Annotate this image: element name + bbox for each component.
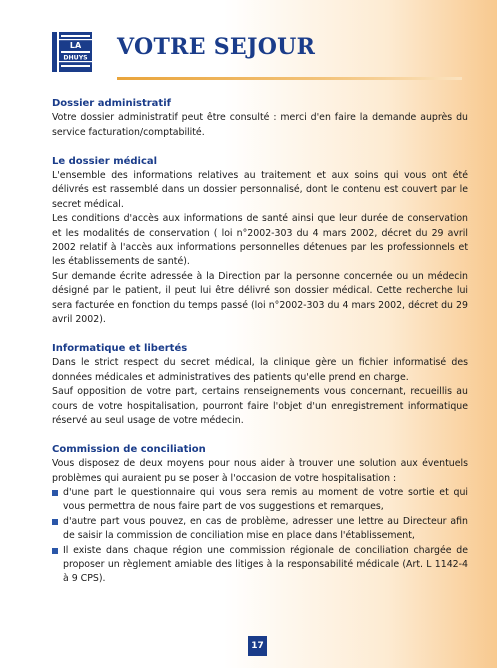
svg-text:LA: LA [69,41,82,50]
bullet-text: Il existe dans chaque région une commission régionale de conciliation chargée de proposer un règlement amiable des litiges à la responsabilité médicale (Art. L 1142-4 à 9 CPS). [63,544,468,585]
section-paragraph: Votre dossier administratif peut être consulté : merci d'en faire la demande auprès du service facturation/comptabilité. [52,112,468,138]
bullet-item [52,486,468,515]
section-heading: Dossier administratif [52,98,171,109]
title-underline [117,77,462,80]
bullet-item [52,515,468,544]
section-paragraph: Les conditions d'accès aux informations de santé ainsi que leur durée de conservation et les modalités de conservation ( loi n°2002-303 du 4 mars 2002, décret du 29 avril 2002 relatif à l'accès aux informations personnelles détenues par les professionnels et les établissements de santé). [52,213,468,268]
bullet-text: d'une part le questionnaire qui vous sera remis au moment de votre sortie et qui vous permettra de nous faire part de vos suggestions et remarques, [63,486,468,513]
section-heading: Le dossier médical [52,155,158,167]
page-number: 17 [248,636,267,656]
section-paragraph: Sauf opposition de votre part, certains renseignements vous concernant, recueillis au cours de votre hospitalisation, pourront faire l'objet d'un enregistrement informatique réservé au seul usage de votre médecin. [52,386,468,426]
clinic-logo-icon [50,29,94,75]
svg-text:DHUYS: DHUYS [63,54,88,62]
section-paragraph: Dans le strict respect du secret médical, la clinique gère un fichier informatisé des données médicales et administratives des patients qu'elle prend en charge. [52,357,468,383]
section-paragraph: Sur demande écrite adressée à la Direction par la personne concernée ou un médecin désigné par le patient, il peut lui être délivré son dossier médical. Cette recherche lui sera facturée en fonction du temps passé (loi n°2002-303 du 4 mars 2002, décret du 29 avril 2002). [52,270,468,326]
section-informatique-libertes [52,342,468,428]
content-body [52,97,468,601]
section-heading: Informatique et libertés [52,342,188,354]
section-commission-conciliation [52,443,468,587]
section-paragraph: Vous disposez de deux moyens pour nous aider à trouver une solution aux éventuels problèmes qui auraient pu se poser à l'occasion de votre hospitalisation : [52,458,468,484]
square-bullet-icon [52,548,58,554]
section-heading: Commission de conciliation [52,443,206,455]
page-title: VOTRE SEJOUR [117,34,316,60]
section-dossier-medical [52,155,468,328]
bullet-text: d'autre part vous pouvez, en cas de problème, adresser une lettre au Directeur afin de saisir la commission de conciliation mise en place dans l'établissement, [63,515,468,542]
square-bullet-icon [52,519,58,525]
section-dossier-administratif [52,97,468,140]
bullet-item [52,544,468,587]
section-paragraph: L'ensemble des informations relatives au traitement et aux soins qui vous ont été délivrés est rassemblé dans un dossier personnalisé, dont le contenu est couvert par le secret médical. [52,170,468,210]
square-bullet-icon [52,490,58,496]
